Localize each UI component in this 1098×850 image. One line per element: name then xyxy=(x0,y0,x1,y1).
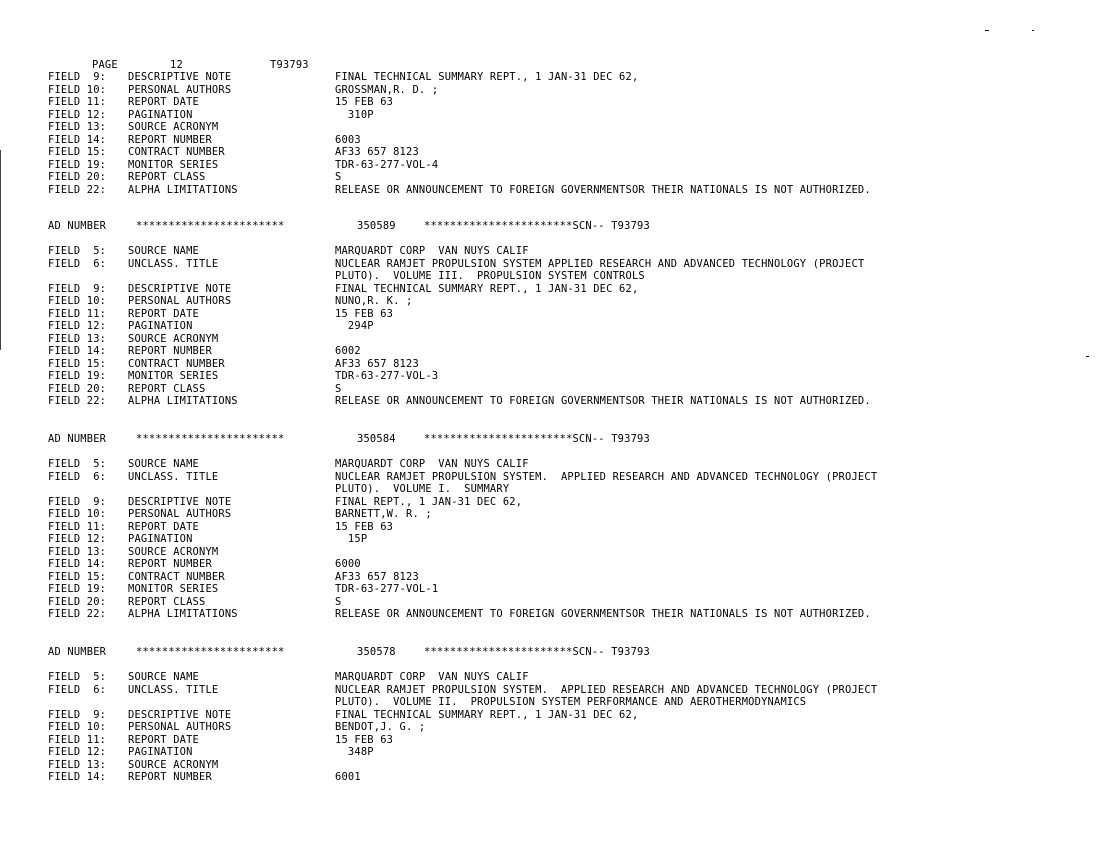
field-value: NUCLEAR RAMJET PROPULSION SYSTEM. APPLIED RESEARCH AND ADVANCED TECHNOLOGY (PROJECT xyxy=(335,683,878,696)
field-value: 6000 xyxy=(335,558,361,570)
field-value: 6003 xyxy=(335,133,361,146)
field-value: NUCLEAR RAMJET PROPULSION SYSTEM. APPLIED RESEARCH AND ADVANCED TECHNOLOGY (PROJECT xyxy=(335,470,878,483)
field-name: REPORT CLASS xyxy=(128,171,206,183)
field-value: RELEASE OR ANNOUNCEMENT TO FOREIGN GOVERNMENTSOR THEIR NATIONALS IS NOT AUTHORIZED. xyxy=(335,608,871,620)
field-row xyxy=(0,159,1098,171)
field-row xyxy=(0,458,1098,470)
field-row xyxy=(0,596,1098,608)
field-value: 348P xyxy=(335,746,374,758)
field-name: REPORT DATE xyxy=(128,733,200,746)
field-row xyxy=(0,146,1098,158)
field-row xyxy=(0,558,1098,570)
field-row xyxy=(0,71,1098,83)
field-label: FIELD 6: xyxy=(48,683,107,696)
field-value: MARQUARDT CORP VAN NUYS CALIF xyxy=(335,671,529,683)
field-label: FIELD 22: xyxy=(48,608,107,620)
field-label: FIELD 13: xyxy=(48,121,107,133)
page-label: PAGE xyxy=(92,59,118,71)
field-name: REPORT CLASS xyxy=(128,382,206,395)
field-name: CONTRACT NUMBER xyxy=(128,357,225,370)
field-value: 15 FEB 63 xyxy=(335,96,394,108)
field-label: FIELD 14: xyxy=(48,558,107,570)
field-row xyxy=(0,96,1098,108)
field-name: MONITOR SERIES xyxy=(128,583,219,595)
field-row xyxy=(0,395,1098,407)
field-label: FIELD 10: xyxy=(48,83,107,96)
field-label: FIELD 12: xyxy=(48,746,107,758)
field-label: FIELD 6: xyxy=(48,470,107,483)
field-label: FIELD 9: xyxy=(48,495,107,508)
field-name: REPORT DATE xyxy=(128,96,200,108)
page-number: 12 xyxy=(170,59,183,71)
field-value-continued: PLUTO). VOLUME I. SUMMARY xyxy=(335,483,510,495)
field-label: FIELD 12: xyxy=(48,108,107,121)
field-label: FIELD 13: xyxy=(48,758,107,771)
scan-speck xyxy=(1032,30,1034,31)
field-name: UNCLASS. TITLE xyxy=(128,470,219,483)
field-row xyxy=(0,709,1098,721)
field-row xyxy=(0,759,1098,771)
field-row xyxy=(0,383,1098,395)
field-row xyxy=(0,508,1098,520)
field-name: SOURCE ACRONYM xyxy=(128,758,219,771)
field-label: FIELD 10: xyxy=(48,508,107,520)
field-value: NUNO,R. K. ; xyxy=(335,295,413,307)
ad-label: AD NUMBER xyxy=(48,433,107,445)
field-name: PAGINATION xyxy=(128,746,193,758)
field-name: REPORT NUMBER xyxy=(128,771,212,783)
field-label: FIELD 6: xyxy=(48,257,107,270)
field-name: SOURCE NAME xyxy=(128,245,200,257)
field-name: PERSONAL AUTHORS xyxy=(128,295,232,307)
scn-code: ***********************SCN-- T93793 xyxy=(424,220,650,232)
field-name: ALPHA LIMITATIONS xyxy=(128,608,238,620)
field-row xyxy=(0,583,1098,595)
field-value: 15P xyxy=(335,533,368,545)
field-row xyxy=(0,571,1098,583)
field-row xyxy=(0,521,1098,533)
field-row xyxy=(0,496,1098,508)
field-name: PERSONAL AUTHORS xyxy=(128,721,232,733)
field-name: PERSONAL AUTHORS xyxy=(128,508,232,520)
ad-header xyxy=(0,220,1098,232)
field-name: ALPHA LIMITATIONS xyxy=(128,395,238,407)
field-row xyxy=(0,134,1098,146)
field-label: FIELD 14: xyxy=(48,345,107,357)
field-name: UNCLASS. TITLE xyxy=(128,257,219,270)
scan-speck xyxy=(985,30,989,31)
field-row xyxy=(0,121,1098,133)
field-value: AF33 657 8123 xyxy=(335,357,419,370)
field-label: FIELD 12: xyxy=(48,533,107,545)
field-row xyxy=(0,533,1098,545)
field-label: FIELD 20: xyxy=(48,595,107,608)
field-row xyxy=(0,308,1098,320)
field-value: GROSSMAN,R. D. ; xyxy=(335,83,439,96)
ad-number: 350589 xyxy=(357,220,396,232)
field-name: DESCRIPTIVE NOTE xyxy=(128,282,232,295)
field-label: FIELD 11: xyxy=(48,307,107,320)
field-row xyxy=(0,184,1098,196)
field-label: FIELD 19: xyxy=(48,158,107,171)
field-label: FIELD 20: xyxy=(48,382,107,395)
field-name: REPORT DATE xyxy=(128,307,200,320)
field-value: FINAL TECHNICAL SUMMARY REPT., 1 JAN-31 DEC 62, xyxy=(335,282,639,295)
field-row xyxy=(0,684,1098,696)
field-value: TDR-63-277-VOL-1 xyxy=(335,583,439,595)
field-value: RELEASE OR ANNOUNCEMENT TO FOREIGN GOVERNMENTSOR THEIR NATIONALS IS NOT AUTHORIZED. xyxy=(335,395,871,407)
field-label: FIELD 9: xyxy=(48,708,107,721)
ad-number: 350584 xyxy=(357,433,396,445)
field-label: FIELD 22: xyxy=(48,183,107,196)
ad-stars: *********************** xyxy=(136,433,285,445)
doc-code: T93793 xyxy=(270,59,309,71)
field-name: SOURCE ACRONYM xyxy=(128,332,219,345)
field-value: 15 FEB 63 xyxy=(335,733,394,746)
field-value: NUCLEAR RAMJET PROPULSION SYSTEM APPLIED RESEARCH AND ADVANCED TECHNOLOGY (PROJECT xyxy=(335,257,865,270)
field-label: FIELD 19: xyxy=(48,370,107,382)
field-row xyxy=(0,358,1098,370)
field-value: AF33 657 8123 xyxy=(335,570,419,583)
field-label: FIELD 20: xyxy=(48,171,107,183)
field-name: MONITOR SERIES xyxy=(128,370,219,382)
field-row xyxy=(0,283,1098,295)
field-name: SOURCE NAME xyxy=(128,458,200,470)
field-value: TDR-63-277-VOL-4 xyxy=(335,158,439,171)
ad-stars: *********************** xyxy=(136,220,285,232)
field-row xyxy=(0,245,1098,257)
field-label: FIELD 11: xyxy=(48,520,107,533)
field-value: RELEASE OR ANNOUNCEMENT TO FOREIGN GOVERNMENTSOR THEIR NATIONALS IS NOT AUTHORIZED. xyxy=(335,183,871,196)
field-row-continued xyxy=(0,696,1098,708)
field-name: PERSONAL AUTHORS xyxy=(128,83,232,96)
field-row xyxy=(0,258,1098,270)
field-value: BENDOT,J. G. ; xyxy=(335,721,426,733)
field-name: PAGINATION xyxy=(128,533,193,545)
ad-number: 350578 xyxy=(357,646,396,658)
field-value: TDR-63-277-VOL-3 xyxy=(335,370,439,382)
field-label: FIELD 11: xyxy=(48,96,107,108)
field-value: FINAL TECHNICAL SUMMARY REPT., 1 JAN-31 DEC 62, xyxy=(335,708,639,721)
field-row xyxy=(0,370,1098,382)
field-label: FIELD 5: xyxy=(48,671,107,683)
field-value: 15 FEB 63 xyxy=(335,307,394,320)
field-name: CONTRACT NUMBER xyxy=(128,570,225,583)
field-name: SOURCE NAME xyxy=(128,671,200,683)
field-name: REPORT DATE xyxy=(128,520,200,533)
field-value: 6002 xyxy=(335,345,361,357)
field-name: DESCRIPTIVE NOTE xyxy=(128,495,232,508)
field-row xyxy=(0,333,1098,345)
field-label: FIELD 13: xyxy=(48,545,107,558)
field-row xyxy=(0,109,1098,121)
field-row xyxy=(0,734,1098,746)
field-name: REPORT NUMBER xyxy=(128,558,212,570)
field-name: CONTRACT NUMBER xyxy=(128,146,225,158)
field-label: FIELD 9: xyxy=(48,71,107,83)
field-value-continued: PLUTO). VOLUME II. PROPULSION SYSTEM PERFORMANCE AND AEROTHERMODYNAMICS xyxy=(335,696,807,708)
field-name: REPORT CLASS xyxy=(128,595,206,608)
field-name: PAGINATION xyxy=(128,320,193,332)
field-label: FIELD 22: xyxy=(48,395,107,407)
field-name: MONITOR SERIES xyxy=(128,158,219,171)
field-value: FINAL REPT., 1 JAN-31 DEC 62, xyxy=(335,495,523,508)
field-row xyxy=(0,295,1098,307)
ad-label: AD NUMBER xyxy=(48,646,107,658)
field-label: FIELD 9: xyxy=(48,282,107,295)
field-name: REPORT NUMBER xyxy=(128,133,212,146)
field-value: BARNETT,W. R. ; xyxy=(335,508,432,520)
field-row xyxy=(0,546,1098,558)
field-label: FIELD 11: xyxy=(48,733,107,746)
field-row xyxy=(0,721,1098,733)
field-label: FIELD 13: xyxy=(48,332,107,345)
field-row xyxy=(0,608,1098,620)
field-value: FINAL TECHNICAL SUMMARY REPT., 1 JAN-31 DEC 62, xyxy=(335,71,639,83)
field-name: SOURCE ACRONYM xyxy=(128,545,219,558)
scn-code: ***********************SCN-- T93793 xyxy=(424,433,650,445)
field-value: MARQUARDT CORP VAN NUYS CALIF xyxy=(335,245,529,257)
field-name: UNCLASS. TITLE xyxy=(128,683,219,696)
ad-header xyxy=(0,433,1098,445)
field-name: REPORT NUMBER xyxy=(128,345,212,357)
field-value: AF33 657 8123 xyxy=(335,146,419,158)
field-value: 15 FEB 63 xyxy=(335,520,394,533)
field-row xyxy=(0,84,1098,96)
field-row-continued xyxy=(0,270,1098,282)
field-name: PAGINATION xyxy=(128,108,193,121)
field-value: S xyxy=(335,595,342,608)
field-label: FIELD 10: xyxy=(48,721,107,733)
field-row xyxy=(0,771,1098,783)
field-value: 294P xyxy=(335,320,374,332)
field-value-continued: PLUTO). VOLUME III. PROPULSION SYSTEM CONTROLS xyxy=(335,270,645,282)
field-value: 6001 xyxy=(335,771,361,783)
field-value: MARQUARDT CORP VAN NUYS CALIF xyxy=(335,458,529,470)
field-value: 310P xyxy=(335,108,374,121)
field-label: FIELD 5: xyxy=(48,245,107,257)
field-name: DESCRIPTIVE NOTE xyxy=(128,708,232,721)
field-label: FIELD 10: xyxy=(48,295,107,307)
field-name: SOURCE ACRONYM xyxy=(128,121,219,133)
field-label: FIELD 14: xyxy=(48,771,107,783)
field-row xyxy=(0,320,1098,332)
field-label: FIELD 19: xyxy=(48,583,107,595)
field-row xyxy=(0,746,1098,758)
field-value: S xyxy=(335,171,342,183)
field-name: ALPHA LIMITATIONS xyxy=(128,183,238,196)
field-name: DESCRIPTIVE NOTE xyxy=(128,71,232,83)
field-row xyxy=(0,171,1098,183)
field-label: FIELD 14: xyxy=(48,133,107,146)
field-label: FIELD 15: xyxy=(48,146,107,158)
field-row xyxy=(0,471,1098,483)
ad-header xyxy=(0,646,1098,658)
field-row-continued xyxy=(0,483,1098,495)
field-label: FIELD 15: xyxy=(48,357,107,370)
field-value: S xyxy=(335,382,342,395)
ad-stars: *********************** xyxy=(136,646,285,658)
field-label: FIELD 15: xyxy=(48,570,107,583)
field-label: FIELD 12: xyxy=(48,320,107,332)
field-row xyxy=(0,345,1098,357)
field-label: FIELD 5: xyxy=(48,458,107,470)
field-row xyxy=(0,671,1098,683)
ad-label: AD NUMBER xyxy=(48,220,107,232)
scn-code: ***********************SCN-- T93793 xyxy=(424,646,650,658)
